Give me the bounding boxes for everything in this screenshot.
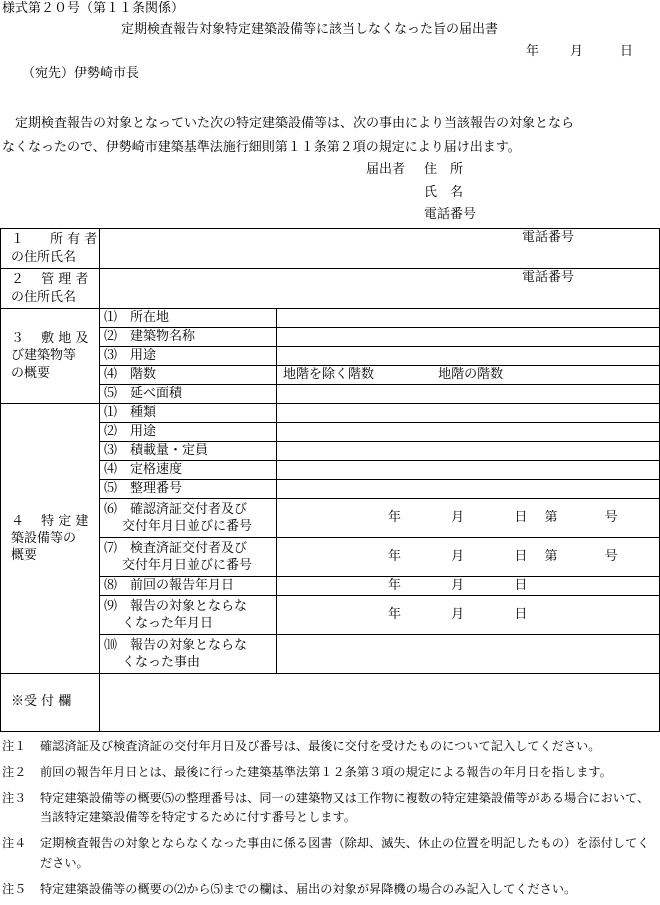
manager-field[interactable] — [100, 269, 660, 309]
note-4: 注４ 定期検査報告の対象とならなくなった事由に係る図書（除却、滅失、休止の位置を明記したもの）を添付してください。 — [2, 836, 650, 870]
reception-field — [100, 674, 660, 732]
applicant-name-label: 氏 名 — [424, 185, 464, 200]
manager-label: ２ 管 理 者 の住所氏名 — [1, 269, 100, 309]
applicant-label: 届出者 — [366, 162, 406, 177]
previous-report-date-field[interactable]: 年 月 日 — [277, 577, 660, 596]
equip-item-serial-number: ⑸ 整理番号 — [100, 480, 277, 499]
equip-serial-number-field[interactable] — [277, 480, 660, 499]
applicant-phone-label: 電話番号 — [424, 207, 477, 222]
exemption-reason-field[interactable] — [277, 635, 660, 674]
site-use-field[interactable] — [277, 347, 660, 366]
site-floors-field[interactable] — [277, 366, 660, 385]
site-item-use: ⑶ 用途 — [100, 347, 277, 366]
site-floor-area-field[interactable] — [277, 385, 660, 404]
site-label: ３ 敷 地 及 び建築物等 の概要 — [1, 309, 100, 404]
note-2: 注２ 前回の報告年月日とは、最後に行った建築基準法第１２条第３項の規定による報告の年月日を指します。 — [2, 764, 612, 779]
reception-label: ※受 付 欄 — [1, 674, 100, 732]
equip-item-capacity: ⑶ 積載量・定員 — [100, 442, 277, 461]
site-item-floor-area: ⑸ 延べ面積 — [100, 385, 277, 404]
intro-line-2: なくなったので、伊勢崎市建築基準法施行細則第１１条第２項の規定により届け出ます。 — [2, 140, 521, 155]
equipment-label: ４ 特 定 建 築設備等の 概要 — [1, 404, 100, 674]
site-building-name-field[interactable] — [277, 328, 660, 347]
equip-item-inspection-cert: ⑺ 検査済証交付者及び 交付年月日並びに番号 — [100, 538, 277, 577]
intro-line-1: 定期検査報告の対象となっていた次の特定建築設備等は、次の事由により当該報告の対象となら — [15, 116, 575, 131]
floors-below-label: 地階の階数 — [438, 366, 504, 382]
confirmation-cert-field[interactable]: 年 月 日 第 号 — [277, 499, 660, 538]
manager-phone-label: 電話番号 — [522, 270, 575, 285]
notification-form-table — [0, 228, 660, 732]
form-title: 定期検査報告対象特定建築設備等に該当しなくなった旨の届出書 — [121, 22, 499, 37]
equip-capacity-field[interactable] — [277, 442, 660, 461]
equip-item-exemption-reason: ⑽ 報告の対象とならな くなった事由 — [100, 635, 277, 674]
equip-use-field[interactable] — [277, 423, 660, 442]
equip-item-confirmation-cert: ⑹ 確認済証交付者及び 交付年月日並びに番号 — [100, 499, 277, 538]
floors-above-label: 地階を除く階数 — [283, 366, 375, 382]
exemption-date-field[interactable]: 年 月 日 — [277, 596, 660, 635]
owner-label: １ 所 有 者 の住所氏名 — [1, 229, 100, 269]
site-item-building-name: ⑵ 建築物名称 — [100, 328, 277, 347]
site-item-floors: ⑷ 階数 — [100, 366, 277, 385]
notes — [2, 737, 658, 905]
form-number: 様式第２０号（第１１条関係） — [2, 1, 185, 16]
owner-field[interactable] — [100, 229, 660, 269]
note-5: 注５ 特定建築設備等の概要の⑵から⑸までの欄は、届出の対象が昇降機の場合のみ記入してください。 — [2, 881, 577, 896]
equip-item-rated-speed: ⑷ 定格速度 — [100, 461, 277, 480]
equip-type-field[interactable] — [277, 404, 660, 423]
date-year: 年 — [526, 44, 540, 59]
date-month: 月 — [570, 44, 584, 59]
note-1: 注１ 確認済証及び検査済証の交付年月日及び番号は、最後に交付を受けたものについて記入してください。 — [2, 739, 601, 753]
equip-item-use: ⑵ 用途 — [100, 423, 277, 442]
equip-item-exemption-date: ⑼ 報告の対象とならな くなった年月日 — [100, 596, 277, 635]
date-day: 日 — [620, 44, 634, 59]
equip-item-type: ⑴ 種類 — [100, 404, 277, 423]
site-item-location: ⑴ 所在地 — [100, 309, 277, 328]
note-3: 注３ 特定建築設備等の概要⑸の整理番号は、同一の建築物又は工作物に複数の特定建築設備等がある場合において、当該特定建築設備等を特定するために付す番号とします。 — [2, 790, 650, 825]
equip-rated-speed-field[interactable] — [277, 461, 660, 480]
addressee: （宛先）伊勢崎市長 — [22, 66, 140, 81]
inspection-cert-field[interactable]: 年 月 日 第 号 — [277, 538, 660, 577]
site-location-field[interactable] — [277, 309, 660, 328]
owner-phone-label: 電話番号 — [522, 230, 575, 245]
applicant-address-label: 住 所 — [424, 162, 464, 177]
equip-item-previous-report-date: ⑻ 前回の報告年月日 — [100, 577, 277, 596]
